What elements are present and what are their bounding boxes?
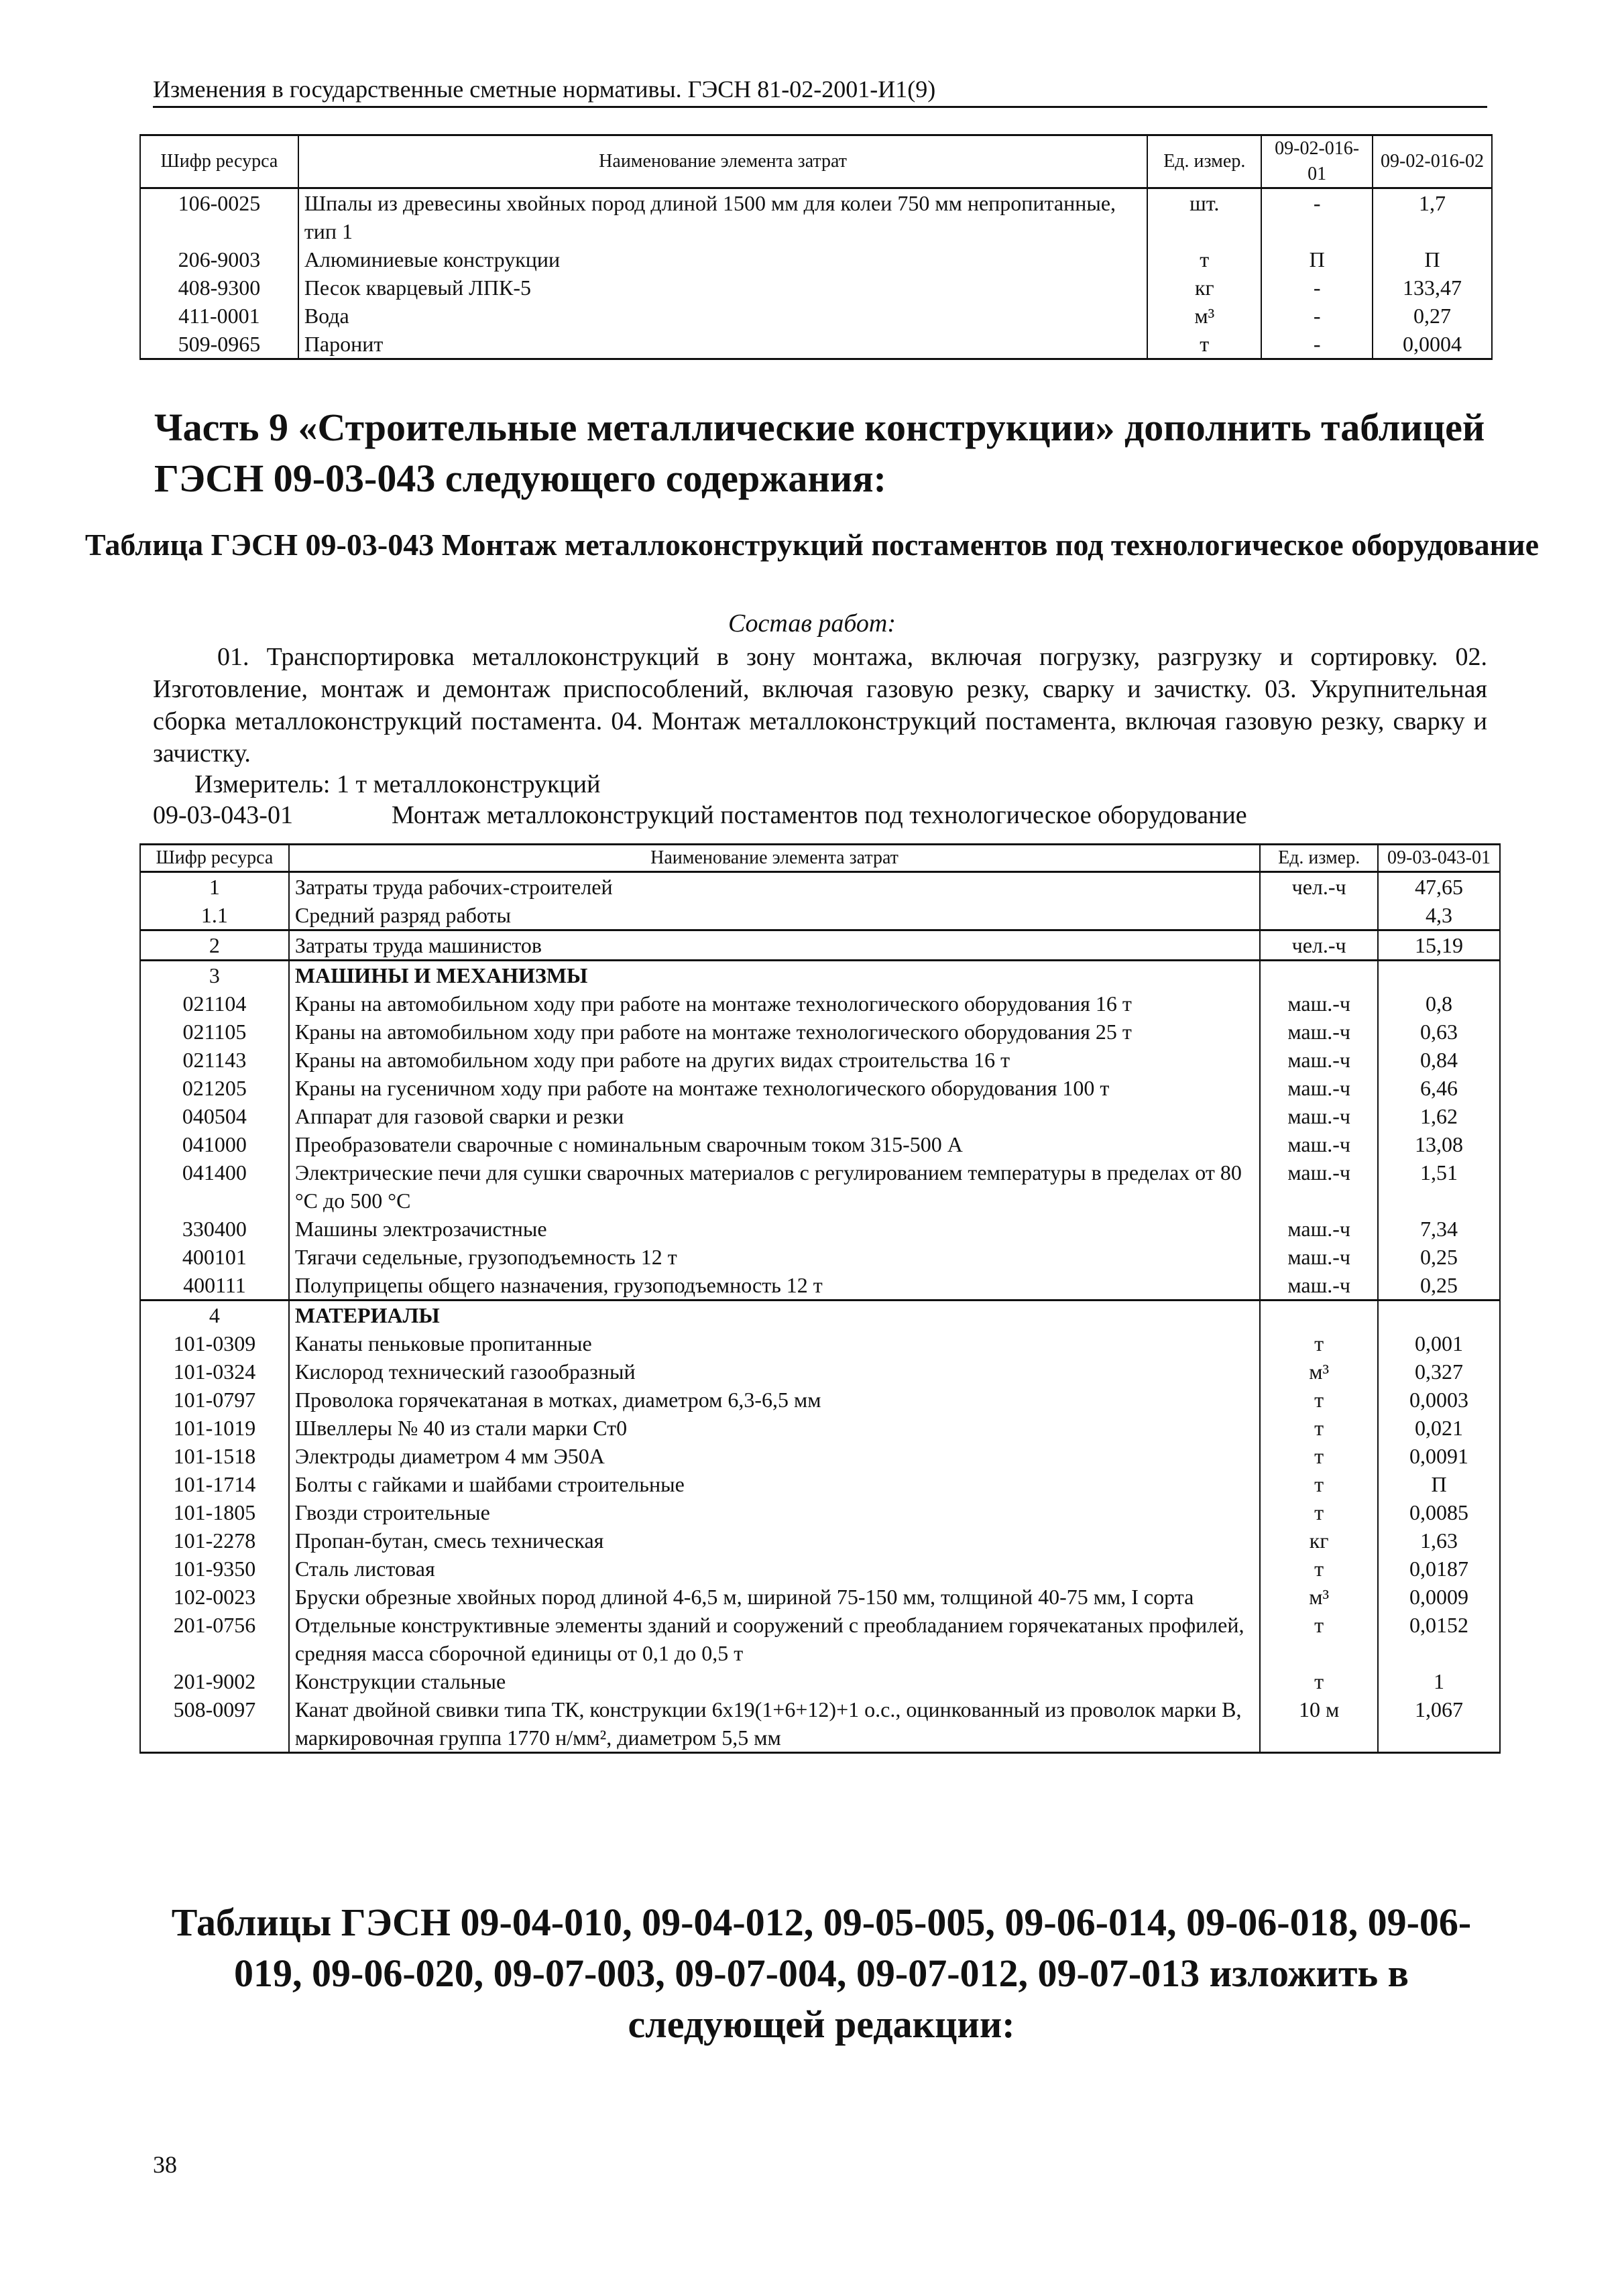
table-row [140, 1555, 1500, 1583]
cell-value: - [1261, 274, 1373, 302]
cell-code: 101-9350 [140, 1555, 289, 1583]
cell-unit: т [1260, 1329, 1378, 1357]
table-row [140, 330, 1492, 359]
cell-unit: 10 м [1260, 1695, 1378, 1753]
cell-name: Сталь листовая [289, 1555, 1260, 1583]
cell-value: 0,27 [1373, 302, 1492, 330]
table-row [140, 1102, 1500, 1130]
table-row [140, 1074, 1500, 1102]
table-row [140, 1130, 1500, 1158]
resource-table-1 [139, 134, 1493, 360]
cell-unit: маш.-ч [1260, 1158, 1378, 1215]
col-header-name: Наименование элемента затрат [298, 135, 1148, 188]
table-row [140, 872, 1500, 902]
cell-name: МАТЕРИАЛЫ [289, 1301, 1260, 1330]
cell-value: П [1373, 245, 1492, 274]
cell-name: Канат двойной свивки типа ТК, конструкции 6х19(1+6+12)+1 о.с., оцинкованный из проволок марки В, маркировочная группа 1770 н/мм², диаметром 5,5 мм [289, 1695, 1260, 1753]
cell-unit: маш.-ч [1260, 1018, 1378, 1046]
cell-name: Канаты пеньковые пропитанные [289, 1329, 1260, 1357]
subtable-code: 09-03-043-01 [153, 801, 293, 829]
table-row [140, 188, 1492, 246]
cell-code: 101-0324 [140, 1357, 289, 1386]
cell-code: 021143 [140, 1046, 289, 1074]
running-header: Изменения в государственные сметные нормативы. ГЭСН 81-02-2001-И1(9) [153, 75, 1487, 108]
table-row [140, 901, 1500, 930]
cell-code: 101-1805 [140, 1498, 289, 1526]
cell-value: 0,84 [1378, 1046, 1500, 1074]
cell-name: Песок кварцевый ЛПК-5 [298, 274, 1148, 302]
table-row [140, 245, 1492, 274]
cell-unit: т [1260, 1611, 1378, 1667]
cell-unit: маш.-ч [1260, 1102, 1378, 1130]
cell-value [1378, 961, 1500, 990]
table-row [140, 1158, 1500, 1215]
cell-unit: м³ [1260, 1583, 1378, 1611]
cell-code: 021205 [140, 1074, 289, 1102]
cell-name: Кислород технический газообразный [289, 1357, 1260, 1386]
cell-value: 0,63 [1378, 1018, 1500, 1046]
cell-value: 1,62 [1378, 1102, 1500, 1130]
cell-unit: т [1260, 1555, 1378, 1583]
table-row [140, 961, 1500, 990]
table-row [140, 1301, 1500, 1330]
cell-value: 0,0152 [1378, 1611, 1500, 1667]
cell-value: - [1261, 330, 1373, 359]
cell-unit: т [1260, 1470, 1378, 1498]
works-text: 01. Транспортировка металлоконструкций в зону монтажа, включая погрузку, разгрузку и сортировку. 02. Изготовление, монтаж и демонтаж приспособлений, включая газовую резку, сварку и зачистку. 03. Укрупнительная сборка металлоконструкций постамента. 04. Монтаж металлоконструкций постамента, включая газовую резку, сварку и зачистку. [153, 643, 1487, 768]
cell-unit: чел.-ч [1260, 930, 1378, 961]
cell-name: Средний разряд работы [289, 901, 1260, 930]
resource-table-2 [139, 843, 1501, 1754]
cell-unit: маш.-ч [1260, 1074, 1378, 1102]
col-header-code: Шифр ресурса [140, 845, 289, 872]
cell-unit: кг [1147, 274, 1261, 302]
table-row [140, 1271, 1500, 1301]
cell-unit: маш.-ч [1260, 1215, 1378, 1243]
cell-name: Тягачи седельные, грузоподъемность 12 т [289, 1243, 1260, 1271]
cell-value: 0,001 [1378, 1329, 1500, 1357]
cell-code: 101-1714 [140, 1470, 289, 1498]
cell-value: 1 [1378, 1667, 1500, 1695]
cell-value: 1,067 [1378, 1695, 1500, 1753]
col-header-norm-1: 09-02-016-01 [1261, 135, 1373, 188]
cell-value: П [1261, 245, 1373, 274]
cell-value: 4,3 [1378, 901, 1500, 930]
final-heading: Таблицы ГЭСН 09-04-010, 09-04-012, 09-05-005, 09-06-014, 09-06-018, 09-06-019, 09-06-020, 09-07-003, 09-07-004, 09-07-012, 09-07-013 изложить в следующей редакции: [171, 1900, 1472, 2046]
cell-value: 47,65 [1378, 872, 1500, 902]
cell-name: Швеллеры № 40 из стали марки Ст0 [289, 1414, 1260, 1442]
cell-code: 041000 [140, 1130, 289, 1158]
cell-code: 2 [140, 930, 289, 961]
cell-value: 1,51 [1378, 1158, 1500, 1215]
subtable-name: Монтаж металлоконструкций постаментов под технологическое оборудование [392, 801, 1247, 829]
cell-name: Паронит [298, 330, 1148, 359]
cell-name: Бруски обрезные хвойных пород длиной 4-6,5 м, шириной 75-150 мм, толщиной 40-75 мм, I сорта [289, 1583, 1260, 1611]
cell-name: Отдельные конструктивные элементы зданий и сооружений с преобладанием горячекатаных профилей, средняя масса сборочной единицы от 0,1 до 0,5 т [289, 1611, 1260, 1667]
cell-unit: маш.-ч [1260, 989, 1378, 1018]
table-row [140, 989, 1500, 1018]
cell-name: Затраты труда машинистов [289, 930, 1260, 961]
cell-code: 201-0756 [140, 1611, 289, 1667]
col-header-name: Наименование элемента затрат [289, 845, 1260, 872]
cell-code: 1.1 [140, 901, 289, 930]
cell-value: 1,63 [1378, 1526, 1500, 1555]
cell-value: 0,25 [1378, 1271, 1500, 1301]
table-header-row [140, 845, 1500, 872]
cell-name: Преобразователи сварочные с номинальным сварочным током 315-500 А [289, 1130, 1260, 1158]
cell-value: 0,25 [1378, 1243, 1500, 1271]
cell-unit: т [1260, 1414, 1378, 1442]
cell-code: 3 [140, 961, 289, 990]
cell-name: Вода [298, 302, 1148, 330]
cell-code: 040504 [140, 1102, 289, 1130]
col-header-unit: Ед. измер. [1147, 135, 1261, 188]
cell-code: 400101 [140, 1243, 289, 1271]
col-header-unit: Ед. измер. [1260, 845, 1378, 872]
cell-name: Полуприцепы общего назначения, грузоподъемность 12 т [289, 1271, 1260, 1301]
cell-value: 0,0003 [1378, 1386, 1500, 1414]
cell-code: 021104 [140, 989, 289, 1018]
cell-value: 0,8 [1378, 989, 1500, 1018]
meter-line: Измеритель: 1 т металлоконструкций [194, 770, 601, 798]
col-header-norm: 09-03-043-01 [1378, 845, 1500, 872]
table-row [140, 1695, 1500, 1753]
table-row [140, 1498, 1500, 1526]
cell-unit: т [1147, 245, 1261, 274]
cell-unit [1260, 961, 1378, 990]
cell-name: Затраты труда рабочих-строителей [289, 872, 1260, 902]
cell-code: 041400 [140, 1158, 289, 1215]
cell-name: Электроды диаметром 4 мм Э50А [289, 1442, 1260, 1470]
cell-name: Алюминиевые конструкции [298, 245, 1148, 274]
cell-name: Краны на автомобильном ходу при работе на монтаже технологического оборудования 16 т [289, 989, 1260, 1018]
table-row [140, 1414, 1500, 1442]
col-header-norm-2: 09-02-016-02 [1373, 135, 1492, 188]
cell-value: 1,7 [1373, 188, 1492, 246]
cell-name: Проволока горячекатаная в мотках, диаметром 6,3-6,5 мм [289, 1386, 1260, 1414]
cell-value: 133,47 [1373, 274, 1492, 302]
table-row [140, 1046, 1500, 1074]
cell-unit: м³ [1147, 302, 1261, 330]
table-row [140, 1470, 1500, 1498]
table-row [140, 1243, 1500, 1271]
table-row [140, 1215, 1500, 1243]
cell-unit: т [1260, 1667, 1378, 1695]
cell-code: 400111 [140, 1271, 289, 1301]
cell-value [1378, 1301, 1500, 1330]
cell-value: 7,34 [1378, 1215, 1500, 1243]
cell-name: Конструкции стальные [289, 1667, 1260, 1695]
cell-unit [1260, 1301, 1378, 1330]
col-header-code: Шифр ресурса [140, 135, 298, 188]
cell-value: - [1261, 302, 1373, 330]
table-row [140, 1583, 1500, 1611]
cell-name: Краны на автомобильном ходу при работе на монтаже технологического оборудования 25 т [289, 1018, 1260, 1046]
cell-value: 0,021 [1378, 1414, 1500, 1442]
cell-code: 508-0097 [140, 1695, 289, 1753]
cell-code: 411-0001 [140, 302, 298, 330]
table-row [140, 1329, 1500, 1357]
cell-name: Пропан-бутан, смесь техническая [289, 1526, 1260, 1555]
page-number: 38 [153, 2151, 177, 2178]
cell-unit [1260, 901, 1378, 930]
cell-value: 0,0085 [1378, 1498, 1500, 1526]
cell-name: Машины электрозачистные [289, 1215, 1260, 1243]
cell-unit: т [1260, 1386, 1378, 1414]
cell-unit: маш.-ч [1260, 1046, 1378, 1074]
cell-unit: маш.-ч [1260, 1130, 1378, 1158]
cell-unit: шт. [1147, 188, 1261, 246]
cell-value: 6,46 [1378, 1074, 1500, 1102]
cell-code: 101-0309 [140, 1329, 289, 1357]
table-row [140, 1667, 1500, 1695]
cell-code: 101-1019 [140, 1414, 289, 1442]
cell-value: П [1378, 1470, 1500, 1498]
table-row [140, 1018, 1500, 1046]
cell-unit: т [1260, 1498, 1378, 1526]
cell-code: 102-0023 [140, 1583, 289, 1611]
cell-name: Шпалы из древесины хвойных пород длиной 1500 мм для колеи 750 мм непропитанные, тип 1 [298, 188, 1148, 246]
cell-code: 106-0025 [140, 188, 298, 246]
part9-heading: Часть 9 «Строительные металлические конструкции» дополнить таблицей ГЭСН 09-03-043 следующего содержания: [154, 406, 1485, 500]
cell-code: 101-0797 [140, 1386, 289, 1414]
cell-unit: чел.-ч [1260, 872, 1378, 902]
cell-code: 408-9300 [140, 274, 298, 302]
table-title: Таблица ГЭСН 09-03-043 Монтаж металлоконструкций постаментов под технологическое оборудование [84, 528, 1540, 562]
cell-value: 0,0009 [1378, 1583, 1500, 1611]
table-row [140, 1611, 1500, 1667]
table-row [140, 1442, 1500, 1470]
cell-code: 101-2278 [140, 1526, 289, 1555]
cell-code: 4 [140, 1301, 289, 1330]
cell-code: 101-1518 [140, 1442, 289, 1470]
table-row [140, 1526, 1500, 1555]
cell-code: 021105 [140, 1018, 289, 1046]
table-row [140, 1357, 1500, 1386]
cell-code: 509-0965 [140, 330, 298, 359]
table-row [140, 302, 1492, 330]
cell-name: Аппарат для газовой сварки и резки [289, 1102, 1260, 1130]
cell-unit: т [1147, 330, 1261, 359]
cell-code: 330400 [140, 1215, 289, 1243]
cell-value: 13,08 [1378, 1130, 1500, 1158]
cell-value: 0,0187 [1378, 1555, 1500, 1583]
cell-code: 1 [140, 872, 289, 902]
cell-name: Болты с гайками и шайбами строительные [289, 1470, 1260, 1498]
cell-unit: м³ [1260, 1357, 1378, 1386]
cell-name: Электрические печи для сушки сварочных материалов с регулированием температуры в пределах от 80 °С до 500 °С [289, 1158, 1260, 1215]
cell-value: 0,0091 [1378, 1442, 1500, 1470]
cell-name: Краны на автомобильном ходу при работе на других видах строительства 16 т [289, 1046, 1260, 1074]
table-row [140, 1386, 1500, 1414]
cell-value: - [1261, 188, 1373, 246]
table-row [140, 930, 1500, 961]
cell-code: 206-9003 [140, 245, 298, 274]
cell-value: 0,327 [1378, 1357, 1500, 1386]
cell-name: Краны на гусеничном ходу при работе на монтаже технологического оборудования 100 т [289, 1074, 1260, 1102]
table-row [140, 274, 1492, 302]
works-label: Состав работ: [728, 609, 896, 638]
cell-unit: маш.-ч [1260, 1271, 1378, 1301]
cell-code: 201-9002 [140, 1667, 289, 1695]
cell-value: 0,0004 [1373, 330, 1492, 359]
table-header-row [140, 135, 1492, 188]
cell-unit: т [1260, 1442, 1378, 1470]
cell-name: Гвозди строительные [289, 1498, 1260, 1526]
cell-name: МАШИНЫ И МЕХАНИЗМЫ [289, 961, 1260, 990]
cell-value: 15,19 [1378, 930, 1500, 961]
cell-unit: кг [1260, 1526, 1378, 1555]
cell-unit: маш.-ч [1260, 1243, 1378, 1271]
